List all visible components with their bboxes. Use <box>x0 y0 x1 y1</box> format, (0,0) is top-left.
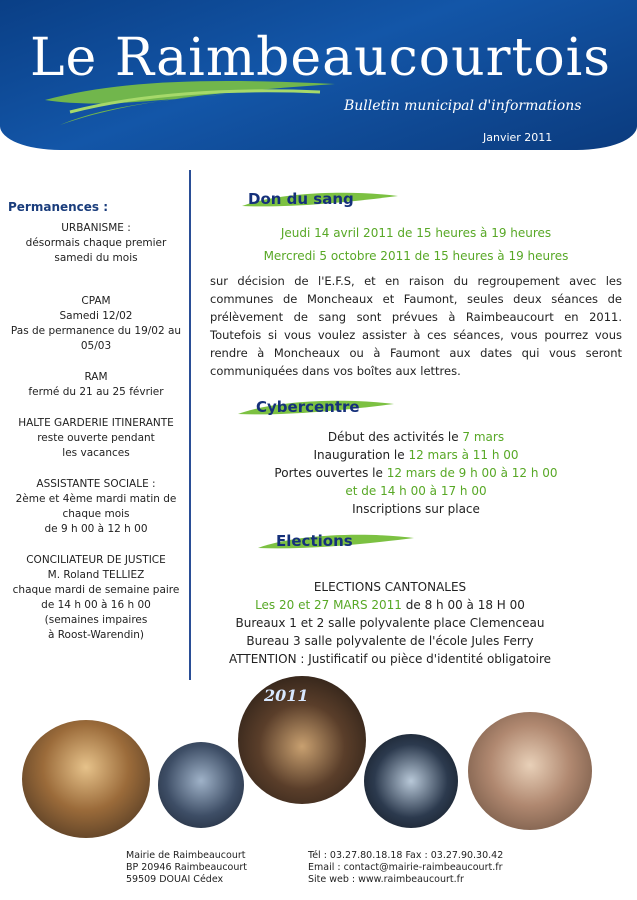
permanence-head: CPAM <box>81 295 111 307</box>
don-date-1: Jeudi 14 avril 2011 de 15 heures à 19 heures <box>280 226 552 240</box>
footer-line: Tél : 03.27.80.18.18 Fax : 03.27.90.30.42 <box>308 850 504 861</box>
permanence-line: à Roost-Warendin) <box>47 629 145 641</box>
section-heading-don-du-sang <box>240 186 400 216</box>
footer-line: Email : contact@mairie-raimbeaucourt.fr <box>308 862 503 873</box>
photo-ceremony <box>238 676 366 804</box>
permanence-line: de 14 h 00 à 16 h 00 <box>41 599 151 611</box>
cyber-text: Début des activités le <box>327 430 463 444</box>
footer-line: BP 20946 Raimbeaucourt <box>126 862 248 873</box>
elections-text: de 8 h 00 à 18 H 00 <box>401 598 525 612</box>
permanence-head: URBANISME : <box>61 222 131 234</box>
newsletter-title: Le Raimbeaucourtois <box>30 28 611 88</box>
photo-group <box>158 742 244 828</box>
permanence-line: Pas de permanence du 19/02 au <box>10 325 182 337</box>
photo-year-label: 2011 <box>264 686 309 705</box>
elections-line: Bureaux 1 et 2 salle polyvalente place Clemenceau <box>235 616 545 630</box>
permanence-line: reste ouverte pendant <box>37 432 155 444</box>
cyber-line: Inscriptions sur place <box>352 502 480 516</box>
permanence-line: désormais chaque premier <box>25 237 167 249</box>
cyber-line <box>210 430 622 444</box>
cyber-line <box>210 448 622 462</box>
permanence-head: HALTE GARDERIE ITINERANTE <box>18 417 174 429</box>
don-text: sur décision de l'E.F.S, et en raison du regroupement avec les communes de Moncheaux et Faumont, seules deux séances de prélèvement de sang sont prévues à Raimbeaucourt en 2011. Toutefois si vous voulez assister à ces séances, vous pourrez vous rendre à Moncheaux ou à Faumont aux dates qui vous seront communiquées dans vos boîtes aux lettres. <box>210 274 622 378</box>
footer-line: Mairie de Raimbeaucourt <box>126 850 246 861</box>
footer-line: Site web : www.raimbeaucourt.fr <box>308 874 464 885</box>
elections-highlight: Les 20 et 27 MARS 2011 <box>255 598 402 612</box>
permanence-line: samedi du mois <box>54 252 138 264</box>
permanence-block <box>8 221 184 266</box>
elections-line: ELECTIONS CANTONALES <box>313 580 467 594</box>
permanence-line: 05/03 <box>80 340 112 352</box>
elections-line: Bureau 3 salle polyvalente de l'école Jules Ferry <box>246 634 534 648</box>
footer-address <box>126 850 247 886</box>
permanence-head: RAM <box>84 371 108 383</box>
permanence-line: de 9 h 00 à 12 h 00 <box>44 523 148 535</box>
permanence-block <box>8 477 184 537</box>
section-heading-label: Don du sang <box>248 190 354 208</box>
permanence-line: (semaines impaires <box>44 614 148 626</box>
photo-classroom <box>22 720 150 838</box>
permanence-line: Samedi 12/02 <box>59 310 133 322</box>
permanence-line: chaque mardi de semaine paire <box>12 584 180 596</box>
footer-contact <box>308 850 503 886</box>
section-heading-cybercentre <box>236 394 396 424</box>
permanence-line: M. Roland TELLIEZ <box>47 569 145 581</box>
cyber-highlight: 12 mars de 9 h 00 à 12 h 00 <box>386 466 558 480</box>
permanence-block <box>8 370 184 400</box>
section-heading-label: Cybercentre <box>256 398 360 416</box>
don-date-2: Mercredi 5 octobre 2011 de 15 heures à 19 heures <box>263 249 569 263</box>
permanence-head: ASSISTANTE SOCIALE : <box>36 478 156 490</box>
permanence-block <box>8 416 184 461</box>
permanence-line: 2ème et 4ème mardi matin de <box>15 493 177 505</box>
permanence-head: CONCILIATEUR DE JUSTICE <box>26 554 166 566</box>
permanences-sidebar <box>8 200 184 659</box>
cyber-highlight: 7 mars <box>462 430 505 444</box>
cyber-text: Inauguration le <box>313 448 409 462</box>
masthead <box>0 0 637 150</box>
cyber-text: Portes ouvertes le <box>274 466 387 480</box>
section-heading-label: Elections <box>276 532 353 550</box>
newsletter-subtitle: Bulletin municipal d'informations <box>344 98 582 114</box>
permanence-line: les vacances <box>62 447 130 459</box>
photo-seniors <box>468 712 592 830</box>
elections-line <box>184 598 596 612</box>
cyber-line <box>210 466 622 480</box>
cyber-line: et de 14 h 00 à 17 h 00 <box>345 484 487 498</box>
permanence-block <box>8 294 184 354</box>
issue-date: Janvier 2011 <box>483 131 553 144</box>
photo-exhibition <box>364 734 458 828</box>
permanence-block <box>8 553 184 643</box>
permanence-line: chaque mois <box>62 508 130 520</box>
section-heading-elections <box>256 528 416 558</box>
cyber-highlight: 12 mars à 11 h 00 <box>408 448 519 462</box>
footer-line: 59509 DOUAI Cédex <box>126 874 224 885</box>
elections-line: ATTENTION : Justificatif ou pièce d'identité obligatoire <box>229 652 551 666</box>
permanences-title: Permanences : <box>8 200 109 214</box>
permanence-line: fermé du 21 au 25 février <box>28 386 164 398</box>
